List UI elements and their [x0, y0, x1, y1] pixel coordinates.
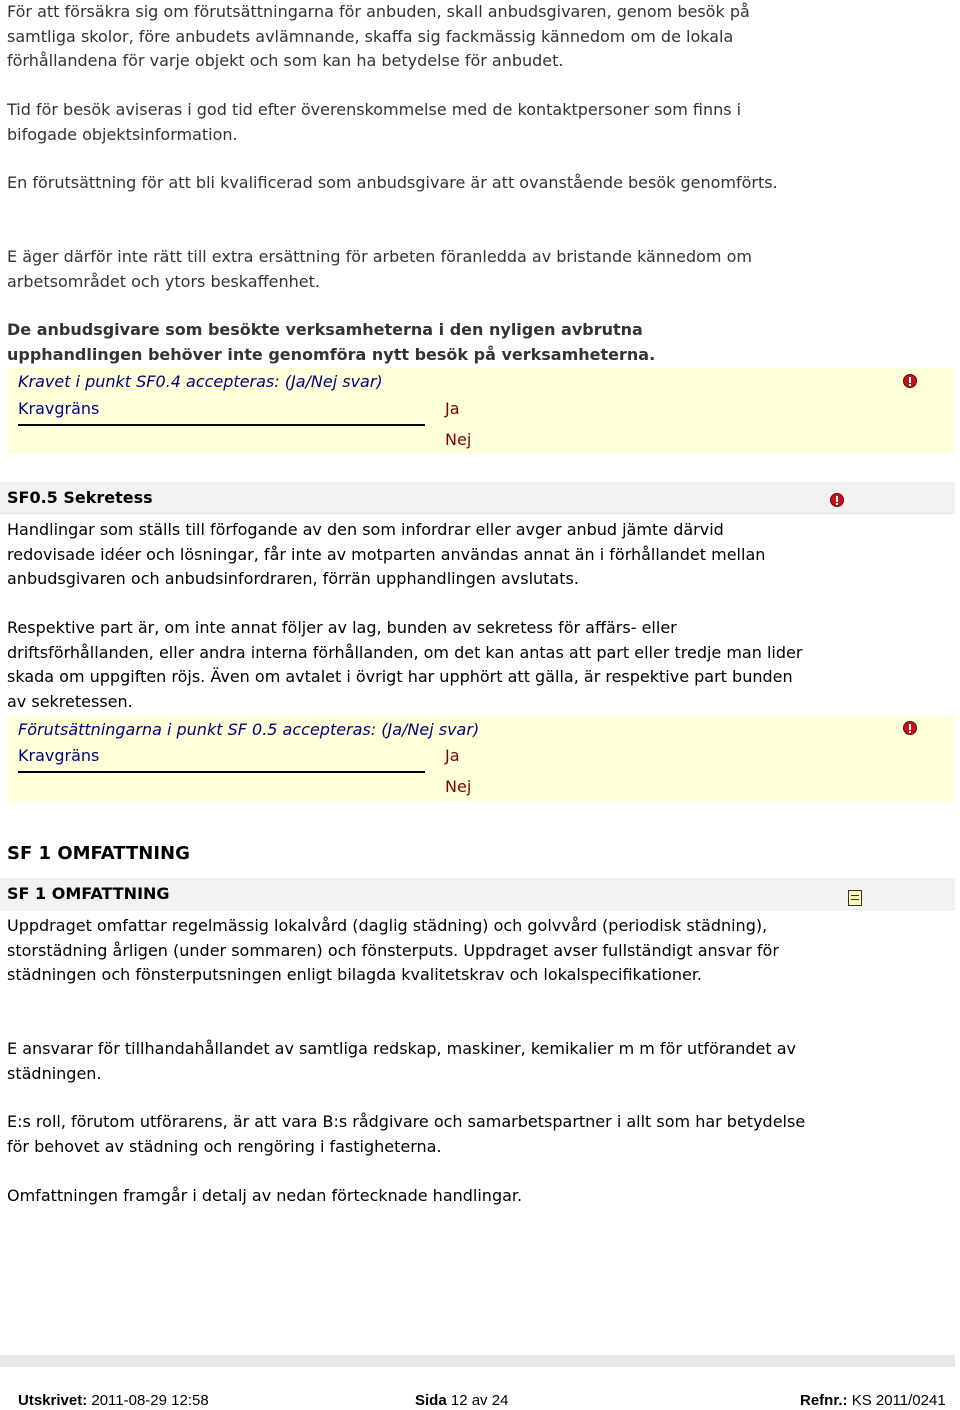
- requirement-box-sf04: [8, 368, 955, 454]
- section-title: SF 1 OMFATTNING: [7, 884, 170, 903]
- exclamation-icon: [903, 374, 917, 388]
- section-title: SF0.5 Sekretess: [7, 488, 153, 507]
- intro-paragraph: För att försäkra sig om förutsättningarna för anbuden, skall anbudsgivaren, genom besök på samtliga skolor, före anbudets avlämnande, skaffa sig fackmässig kännedom om de lokala förhållandena för varje objekt och som kan ha betydelse för anbudet.: [7, 2, 750, 70]
- page-value: 12 av 24: [450, 1392, 509, 1409]
- requirement-question: Förutsättningarna i punkt SF 0.5 accepteras: (Ja/Nej svar): [18, 720, 480, 739]
- previous-bidders-paragraph: De anbudsgivare som besökte verksamheterna i den nyligen avbrutna upphandlingen behöver inte genomföra nytt besök på verksamheterna.: [7, 320, 656, 364]
- option-yes[interactable]: Ja: [445, 746, 460, 765]
- document-icon[interactable]: [848, 890, 862, 906]
- printed-value: 2011-08-29 12:58: [91, 1392, 209, 1409]
- chapter-heading: SF 1 OMFATTNING: [7, 843, 190, 864]
- footer-ref: [800, 1392, 946, 1409]
- compensation-paragraph: E äger därför inte rätt till extra ersättning för arbeten föranledda av bristande kännedom om arbetsområdet och ytors beskaffenhet.: [7, 247, 752, 291]
- ref-label: Refnr.:: [800, 1392, 848, 1409]
- section-bar-sf1: [0, 878, 955, 910]
- requirement-question: Kravet i punkt SF0.4 accepteras: (Ja/Nej svar): [18, 372, 383, 391]
- footer-printed: [18, 1392, 209, 1409]
- section-bar-sf05: [0, 482, 955, 514]
- kravgrans-line: [18, 424, 425, 426]
- option-no[interactable]: Nej: [445, 430, 472, 449]
- kravgrans-label: Kravgräns: [18, 399, 100, 418]
- exclamation-icon: [830, 493, 844, 507]
- qualification-paragraph: En förutsättning för att bli kvalificerad som anbudsgivare är att ovanstående besök genomförts.: [7, 173, 778, 192]
- page-label: Sida: [415, 1392, 447, 1409]
- scope-paragraph-4: Omfattningen framgår i detalj av nedan förtecknade handlingar.: [7, 1186, 523, 1205]
- visit-notice-paragraph: Tid för besök aviseras i god tid efter överenskommelse med de kontaktpersoner som finns i bifogade objektsinformation.: [7, 100, 742, 144]
- scope-paragraph-2: E ansvarar för tillhandahållandet av samtliga redskap, maskiner, kemikalier m m för utförandet av städningen.: [7, 1039, 797, 1083]
- footer-bar: [0, 1355, 955, 1367]
- confidentiality-paragraph-1: Handlingar som ställs till förfogande av den som infordrar eller avger anbud jämte därvid redovisade idéer och lösningar, får inte av motparten användas annat än i förhållandet mellan anbudsgivaren och anbudsinfordraren, förrän upphandlingen avslutats.: [7, 520, 766, 588]
- ref-value: KS 2011/0241: [851, 1392, 946, 1409]
- kravgrans-line: [18, 771, 425, 773]
- requirement-box-sf05: [8, 716, 955, 802]
- scope-paragraph-3: E:s roll, förutom utförarens, är att vara B:s rådgivare och samarbetspartner i allt som har betydelse för behovet av städning och rengöring i fastigheterna.: [7, 1112, 806, 1156]
- footer-page: [415, 1392, 508, 1409]
- option-yes[interactable]: Ja: [445, 399, 460, 418]
- printed-label: Utskrivet:: [18, 1392, 88, 1409]
- exclamation-icon: [903, 721, 917, 735]
- confidentiality-paragraph-2: Respektive part är, om inte annat följer av lag, bunden av sekretess för affärs- eller driftsförhållanden, eller andra interna förhållanden, om det kan antas att part eller tredje man lider skada om uppgiften röjs. Även om avtalet i övrigt har upphört att gälla, är respektive part bunden av sekretessen.: [7, 618, 803, 711]
- kravgrans-label: Kravgräns: [18, 746, 100, 765]
- option-no[interactable]: Nej: [445, 777, 472, 796]
- scope-paragraph-1: Uppdraget omfattar regelmässig lokalvård (daglig städning) och golvvård (periodisk städning), storstädning årligen (under sommaren) och fönsterputs. Uppdraget avser fullständigt ansvar för städningen och fönsterputsningen enligt bilagda kvalitetskrav och lokalspecifikationer.: [7, 916, 779, 984]
